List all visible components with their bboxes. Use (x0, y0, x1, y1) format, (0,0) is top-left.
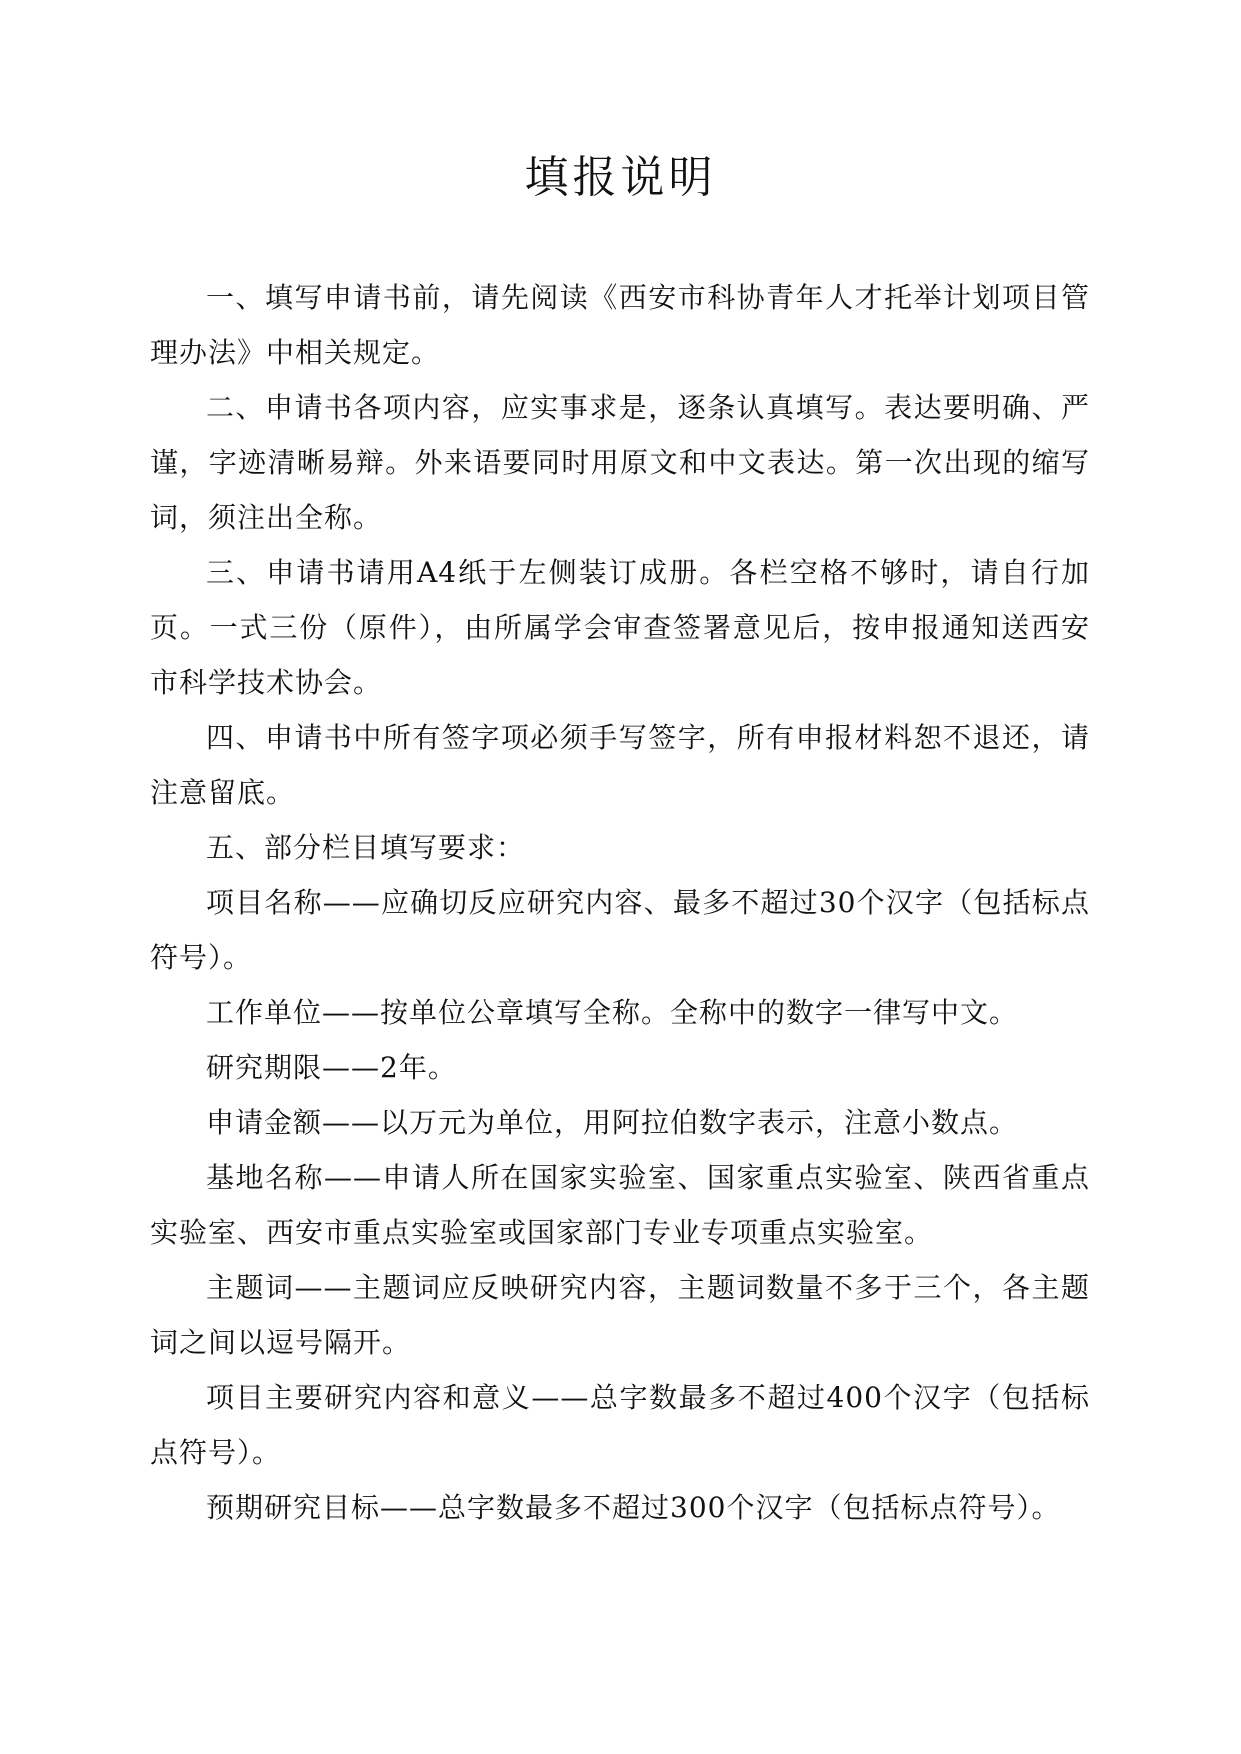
paragraph-2: 二、申请书各项内容，应实事求是，逐条认真填写。表达要明确、严谨，字迹清晰易辩。外来语要同时用原文和中文表达。第一次出现的缩写词，须注出全称。 (150, 391, 1090, 534)
field-requirement-main-content: 项目主要研究内容和意义——总字数最多不超过400个汉字（包括标点符号）。 (150, 1381, 1090, 1469)
field-requirement-expected-goals: 预期研究目标——总字数最多不超过300个汉字（包括标点符号）。 (206, 1491, 1061, 1524)
field-requirement-project-name: 项目名称——应确切反应研究内容、最多不超过30个汉字（包括标点符号）。 (150, 886, 1090, 974)
field-requirement-keywords: 主题词——主题词应反映研究内容，主题词数量不多于三个，各主题词之间以逗号隔开。 (150, 1271, 1090, 1359)
field-requirement-base-name: 基地名称——申请人所在国家实验室、国家重点实验室、陕西省重点实验室、西安市重点实验室或国家部门专业专项重点实验室。 (150, 1161, 1090, 1249)
instructions-body (150, 270, 1090, 1535)
paragraph-1: 一、填写申请书前，请先阅读《西安市科协青年人才托举计划项目管理办法》中相关规定。 (150, 281, 1090, 369)
paragraph-5: 五、部分栏目填写要求： (206, 831, 526, 864)
paragraph-4: 四、申请书中所有签字项必须手写签字，所有申报材料恕不退还，请注意留底。 (150, 721, 1090, 809)
page-title: 填报说明 (524, 152, 717, 203)
field-requirement-work-unit: 工作单位——按单位公章填写全称。全称中的数字一律写中文。 (206, 996, 1019, 1029)
paragraph-3: 三、申请书请用A4纸于左侧装订成册。各栏空格不够时，请自行加页。一式三份（原件），由所属学会审查签署意见后，按申报通知送西安市科学技术协会。 (150, 556, 1090, 699)
field-requirement-research-period: 研究期限——2年。 (206, 1051, 457, 1084)
field-requirement-amount: 申请金额——以万元为单位，用阿拉伯数字表示，注意小数点。 (206, 1106, 1019, 1139)
